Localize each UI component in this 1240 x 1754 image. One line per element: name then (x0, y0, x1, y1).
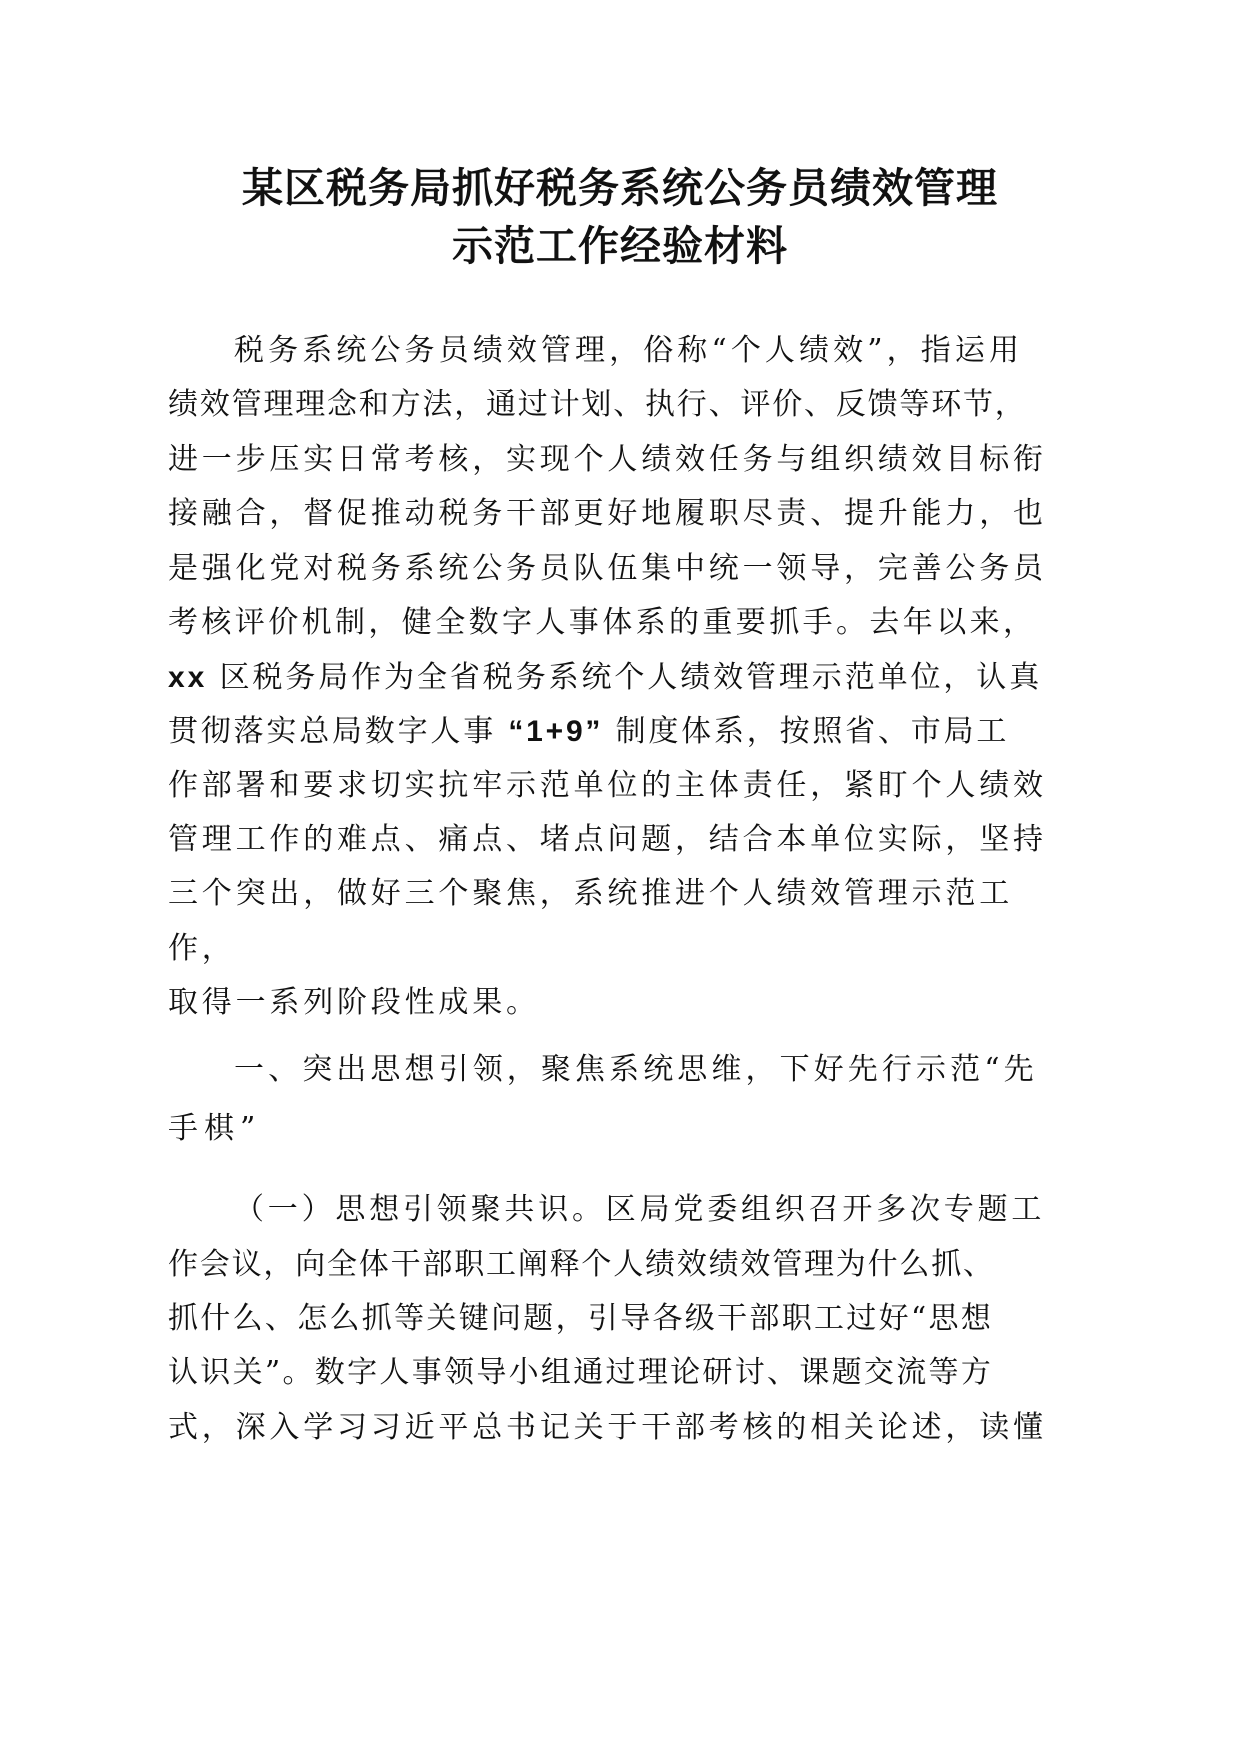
intro-line-6: 考核评价机制，健全数字人事体系的重要抓手。去年以来， (168, 605, 1037, 640)
intro-line-4: 接融合，督促推动税务干部更好地履职尽责、提升能力，也 (168, 496, 1047, 531)
subsection-1-line-5: 式，深入学习习近平总书记关于干部考核的相关论述，读懂 (168, 1410, 1047, 1445)
intro-line-8 (168, 714, 1010, 749)
intro-line-10: 管理工作的难点、痛点、堵点问题，结合本单位实际，坚持 (168, 822, 1047, 857)
intro-line-7-prefix: xx (168, 661, 208, 694)
intro-line-7 (168, 660, 1043, 695)
subsection-1-line-3: 抓什么、怎么抓等关键问题，引导各级干部职工过好“思想 (168, 1301, 994, 1336)
intro-line-12: 作， (168, 931, 236, 966)
document-title-line-1: 某区税务局抓好税务系统公务员绩效管理 (242, 164, 998, 212)
subsection-1-line-2: 作会议，向全体干部职工阐释个人绩效绩效管理为什么抓、 (168, 1247, 995, 1282)
intro-line-1: 税务系统公务员绩效管理，俗称“个人绩效”，指运用 (234, 333, 1024, 368)
intro-line-13: 取得一系列阶段性成果。 (168, 985, 540, 1020)
intro-line-8-b: “1+9” (508, 715, 604, 748)
subsection-1-line-1: （一）思想引领聚共识。区局党委组织召开多次专题工 (234, 1192, 1046, 1227)
section-1-heading-line-2: 手棋” (168, 1111, 262, 1146)
intro-line-5: 是强化党对税务系统公务员队伍集中统一领导，完善公务员 (168, 551, 1047, 586)
intro-line-11: 三个突出，做好三个聚焦，系统推进个人绩效管理示范工 (168, 876, 1013, 911)
intro-line-2: 绩效管理理念和方法，通过计划、执行、评价、反馈等环节， (168, 387, 1027, 422)
intro-line-8-a: 贯彻落实总局数字人事 (168, 714, 509, 749)
intro-line-8-c: 制度体系，按照省、市局工 (603, 714, 1010, 749)
intro-line-7-rest: 区税务局作为全省税务系统个人绩效管理示范单位，认真 (207, 660, 1043, 695)
subsection-1-line-4: 认识关”。数字人事领导小组通过理论研讨、课题交流等方 (168, 1355, 994, 1390)
intro-line-3: 进一步压实日常考核，实现个人绩效任务与组织绩效目标衔 (168, 442, 1047, 477)
document-title-line-2: 示范工作经验材料 (452, 222, 788, 270)
intro-line-9: 作部署和要求切实抗牢示范单位的主体责任，紧盯个人绩效 (168, 768, 1047, 803)
section-1-heading-line-1: 一、突出思想引领，聚焦系统思维，下好先行示范“先 (234, 1052, 1038, 1087)
